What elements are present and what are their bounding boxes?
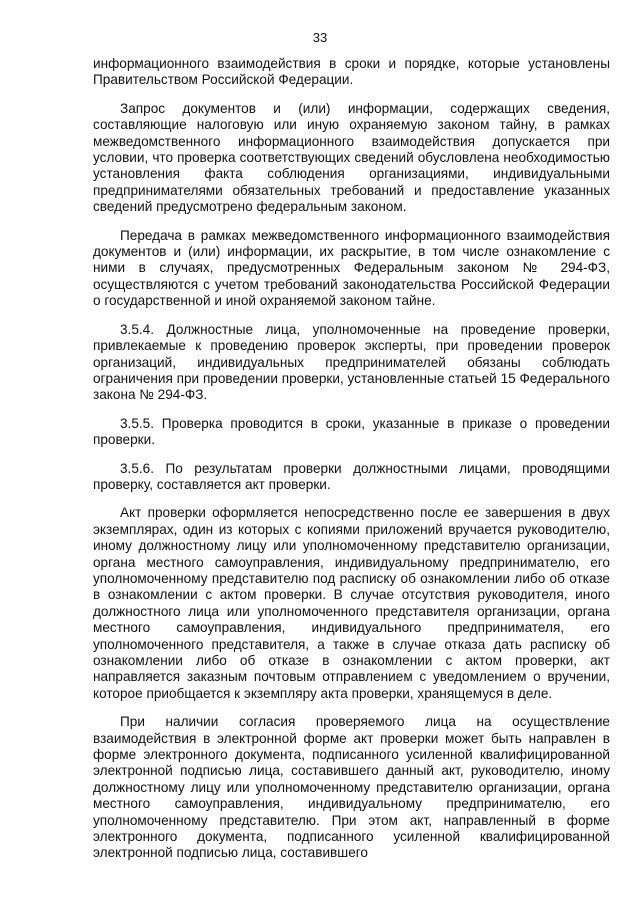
page-number: 33 <box>312 30 328 45</box>
document-body <box>93 56 610 874</box>
paragraph-3-5-4: 3.5.4. Должностные лица, уполномоченные на проведение проверки, привлекаемые к проведению проверок эксперты, при проведении проверок организаций, индивидуальных предпринимателей обязаны соблюдать ограничения при проведении проверки, установленные статьей 15 Федерального закона № 294-ФЗ. <box>93 321 610 403</box>
paragraph-request-documents: Запрос документов и (или) информации, содержащих сведения, составляющие налоговую или иную охраняемую законом тайну, в рамках межведомственного информационного взаимодействия допускается при условии, что проверка соответствующих сведений обусловлена необходимостью установления факта соблюдения организациями, индивидуальными предпринимателями обязательных требований и предоставление указанных сведений предусмотрено федеральным законом. <box>93 100 610 215</box>
paragraph-continuation: информационного взаимодействия в сроки и порядке, которые установлены Правительством Российской Федерации. <box>93 56 610 88</box>
paragraph-transfer-documents: Передача в рамках межведомственного информационного взаимодействия документов и (или) информации, их раскрытие, в том числе ознакомление с ними в случаях, предусмотренных Федеральным законом № 294-ФЗ, осуществляются с учетом требований законодательства Российской Федерации о государственной и иной охраняемой законом тайне. <box>93 227 610 309</box>
paragraph-electronic-act: При наличии согласия проверяемого лица на осуществление взаимодействия в электронной форме акт проверки может быть направлен в форме электронного документа, подписанного усиленной квалифицированной электронной подписью лица, составившего данный акт, руководителю, иному должностному лицу или уполномоченному представителю организации, органа местного самоуправления, индивидуальному предпринимателю, его уполномоченному представителю. При этом акт, направленный в форме электронного документа, подписанного усиленной квалифицированной электронной подписью лица, составившего <box>93 714 610 861</box>
paragraph-3-5-6: 3.5.6. По результатам проверки должностными лицами, проводящими проверку, составляется акт проверки. <box>93 460 610 492</box>
paragraph-inspection-act: Акт проверки оформляется непосредственно после ее завершения в двух экземплярах, один из которых с копиями приложений вручается руководителю, иному должностному лицу или уполномоченному представителю организации, органа местного самоуправления, индивидуальному предпринимателю, его уполномоченному представителю под расписку об ознакомлении либо об отказе в ознакомлении с актом проверки. В случае отсутствия руководителя, иного должностного лица или уполномоченного представителя организации, органа местного самоуправления, индивидуального предпринимателя, его уполномоченного представителя, а также в случае отказа дать расписку об ознакомлении либо об отказе в ознакомлении с актом проверки, акт направляется заказным почтовым отправлением с уведомлением о вручении, которое приобщается к экземпляру акта проверки, хранящемуся в деле. <box>93 505 610 701</box>
paragraph-3-5-5: 3.5.5. Проверка проводится в сроки, указанные в приказе о проведении проверки. <box>93 415 610 448</box>
